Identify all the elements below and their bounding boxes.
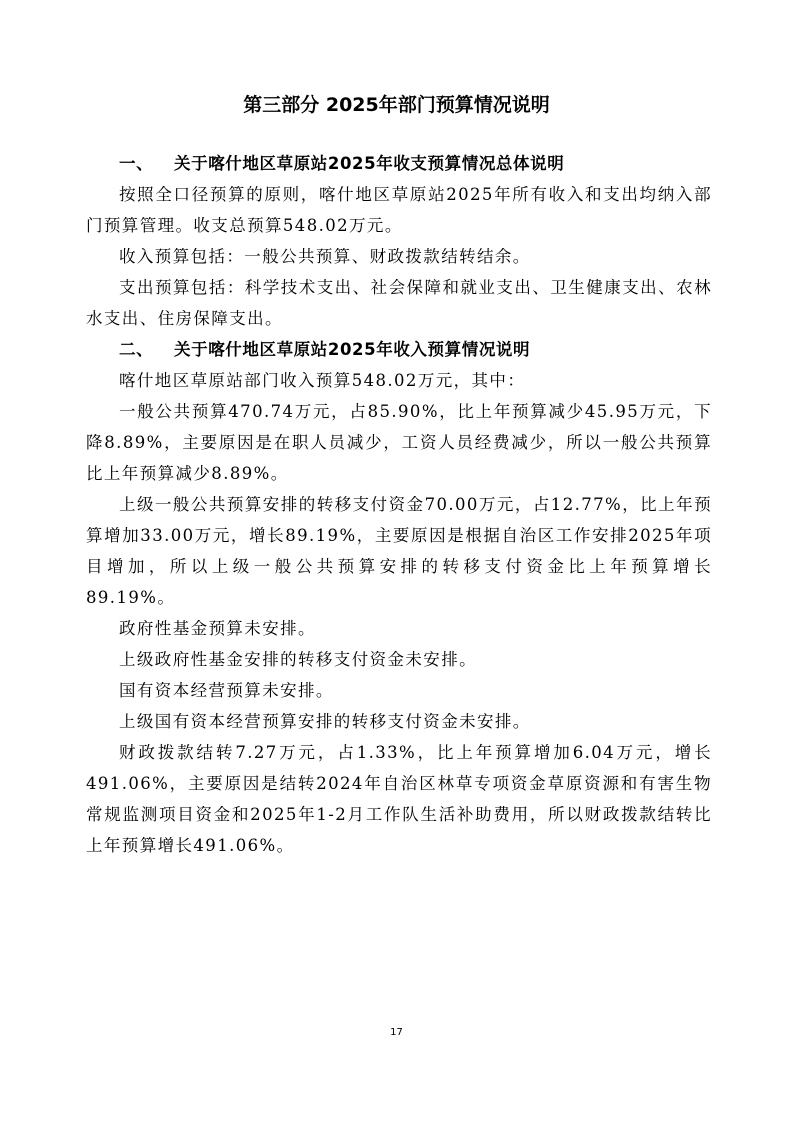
- paragraph: 上级政府性基金安排的转移支付资金未安排。: [119, 650, 477, 669]
- paragraph: 财政拨款结转7.27万元，占1.33%，比上年预算增加6.04万元，增长491.06%，主要原因是结转2024年自治区林草专项资金草原资源和有害生物常规监测项目资金和2025年1-2月工作队生活补助费用，所以财政拨款结转比上年预算增长491.06%。: [86, 743, 712, 855]
- document-body: [86, 148, 712, 861]
- paragraph: 按照全口径预算的原则，喀什地区草原站2025年所有收入和支出均纳入部门预算管理。收支总预算548.02万元。: [86, 185, 712, 235]
- paragraph: 上级一般公共预算安排的转移支付资金70.00万元，占12.77%，比上年预算增加33.00万元，增长89.19%，主要原因是根据自治区工作安排2025年项目增加，所以上级一般公共预算安排的转移支付资金比上年预算增长89.19%。: [86, 495, 712, 607]
- paragraph: 支出预算包括：科学技术支出、社会保障和就业支出、卫生健康支出、农林水支出、住房保障支出。: [86, 278, 712, 328]
- section-number-2: 二、: [119, 340, 154, 359]
- page-title: 第三部分 2025年部门预算情况说明: [243, 94, 550, 116]
- paragraph: 国有资本经营预算未安排。: [119, 681, 334, 700]
- paragraph: 上级国有资本经营预算安排的转移支付资金未安排。: [119, 712, 531, 731]
- section-number-1: 一、: [119, 154, 154, 173]
- paragraph: 政府性基金预算未安排。: [119, 619, 316, 638]
- paragraph: 一般公共预算470.74万元，占85.90%，比上年预算减少45.95万元，下降8.89%，主要原因是在职人员减少，工资人员经费减少，所以一般公共预算比上年预算减少8.89%。: [86, 402, 712, 483]
- page-number: 17: [390, 1027, 403, 1038]
- section-heading-2: [86, 334, 712, 365]
- section-heading-text-1: 关于喀什地区草原站2025年收支预算情况总体说明: [174, 154, 565, 173]
- section-heading-text-2: 关于喀什地区草原站2025年收入预算情况说明: [174, 340, 531, 359]
- paragraph: 收入预算包括：一般公共预算、财政拨款结转结余。: [119, 247, 531, 266]
- paragraph: 喀什地区草原站部门收入预算548.02万元，其中：: [119, 371, 526, 390]
- section-heading-1: [86, 148, 712, 179]
